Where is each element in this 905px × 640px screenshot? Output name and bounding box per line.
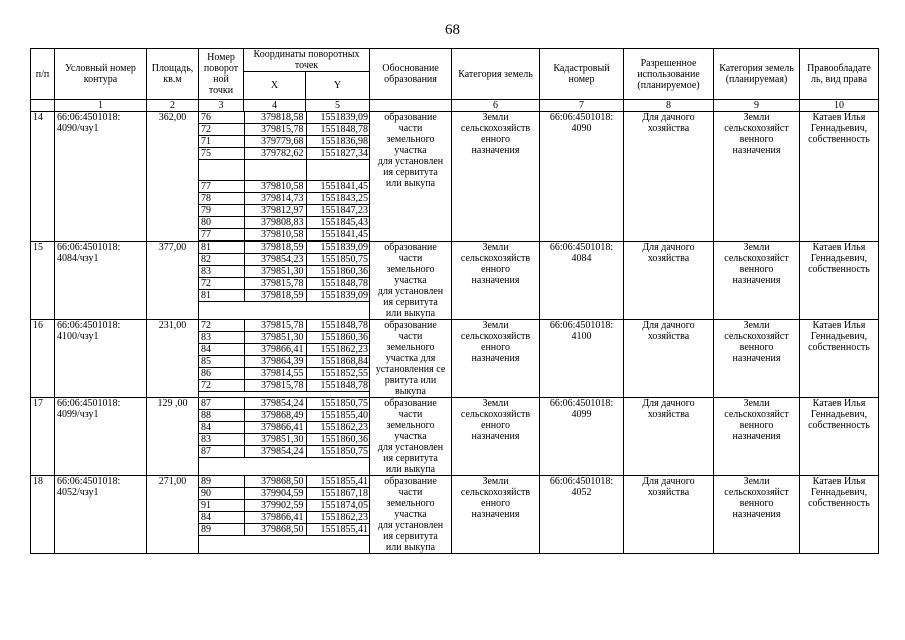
point-x: 379868,50 [244, 476, 306, 488]
point-row [199, 356, 370, 368]
point-x: 379818,58 [244, 112, 306, 124]
point-number: 90 [199, 488, 244, 500]
table-row [31, 112, 879, 242]
header-x: X [244, 72, 306, 100]
point-row [199, 476, 370, 488]
contour-number: 66:06:4501018: 4090/чзу1 [55, 112, 147, 242]
basis-text: образование части земельного участка для установлен ия сервитута или выкупа [370, 476, 452, 554]
contour-number: 66:06:4501018: 4099/чзу1 [55, 398, 147, 476]
point-x: 379818,59 [244, 242, 306, 254]
point-number: 87 [199, 446, 244, 458]
point-row [199, 193, 370, 205]
table-row [31, 476, 879, 554]
point-x: 379868,49 [244, 410, 306, 422]
point-number: 84 [199, 344, 244, 356]
header-owner: Правообладате ль, вид права [800, 49, 879, 100]
land-category: Земли сельскохозяйств енного назначения [452, 112, 540, 242]
row-number: 15 [31, 242, 55, 320]
point-y: 1551841,45 [306, 181, 370, 193]
land-category-planned: Земли сельскохозяйст венного назначения [714, 476, 800, 554]
coordinates-table [199, 112, 370, 241]
contour-number: 66:06:4501018: 4100/чзу1 [55, 320, 147, 398]
coordinates-table [199, 476, 370, 536]
point-row [199, 524, 370, 536]
point-x: 379815,78 [244, 124, 306, 136]
point-number: 72 [199, 320, 244, 332]
point-y: 1551855,40 [306, 410, 370, 422]
point-number: 82 [199, 254, 244, 266]
col-number [31, 100, 55, 112]
point-row [199, 398, 370, 410]
point-row [199, 124, 370, 136]
point-y: 1551848,78 [306, 320, 370, 332]
owner-right: Катаев Илья Геннадьевич, собственность [800, 476, 879, 554]
point-number: 77 [199, 181, 244, 193]
header-pp: п/п [31, 49, 55, 100]
header-basis: Обоснование образования [370, 49, 452, 100]
point-y: 1551868,84 [306, 356, 370, 368]
point-x: 379902,59 [244, 500, 306, 512]
header-use: Разрешенное использование (планируемое) [624, 49, 714, 100]
point-number: 83 [199, 332, 244, 344]
table-body [31, 100, 879, 554]
cadastral-number: 66:06:4501018: 4099 [540, 398, 624, 476]
coordinates-table [199, 242, 370, 302]
point-number: 77 [199, 229, 244, 241]
col-number: 2 [147, 100, 199, 112]
point-number: 71 [199, 136, 244, 148]
point-number: 88 [199, 410, 244, 422]
point-x: 379851,30 [244, 434, 306, 446]
point-x: 379815,78 [244, 380, 306, 392]
point-y: 1551862,23 [306, 512, 370, 524]
point-row [199, 434, 370, 446]
col-number: 8 [624, 100, 714, 112]
point-y: 1551843,25 [306, 193, 370, 205]
point-number: 80 [199, 217, 244, 229]
point-y: 1551855,41 [306, 524, 370, 536]
header-contour: Условный номер контура [55, 49, 147, 100]
cadastral-number: 66:06:4501018: 4084 [540, 242, 624, 320]
point-number: 72 [199, 380, 244, 392]
point-row [199, 410, 370, 422]
table-row [31, 320, 879, 398]
basis-text: образование части земельного участка для установлен ия сервитута или выкупа [370, 398, 452, 476]
point-row [199, 422, 370, 434]
header-category: Категория земель [452, 49, 540, 100]
point-number: 86 [199, 368, 244, 380]
point-x: 379854,24 [244, 446, 306, 458]
point-row [199, 181, 370, 193]
point-number: 78 [199, 193, 244, 205]
point-row [199, 160, 370, 181]
coordinates-cell [199, 476, 370, 554]
point-y: 1551850,75 [306, 254, 370, 266]
land-category-planned: Земли сельскохозяйст венного назначения [714, 112, 800, 242]
point-y: 1551848,78 [306, 278, 370, 290]
point-x: 379814,55 [244, 368, 306, 380]
point-y: 1551862,23 [306, 422, 370, 434]
coordinates-cell [199, 398, 370, 476]
point-y: 1551860,36 [306, 332, 370, 344]
point-row [199, 278, 370, 290]
point-row [199, 368, 370, 380]
land-category: Земли сельскохозяйств енного назначения [452, 242, 540, 320]
owner-right: Катаев Илья Геннадьевич, собственность [800, 320, 879, 398]
row-number: 14 [31, 112, 55, 242]
point-y: 1551860,36 [306, 434, 370, 446]
point-row [199, 344, 370, 356]
point-number: 83 [199, 266, 244, 278]
point-row [199, 112, 370, 124]
coordinates-cell [199, 112, 370, 242]
point-row [199, 332, 370, 344]
point-number: 89 [199, 524, 244, 536]
col-number: 4 [244, 100, 306, 112]
area-value: 129 ,00 [147, 398, 199, 476]
permitted-use: Для дачного хозяйства [624, 112, 714, 242]
point-x: 379904,59 [244, 488, 306, 500]
point-row [199, 320, 370, 332]
header-area: Площадь, кв.м [147, 49, 199, 100]
land-category-planned: Земли сельскохозяйст венного назначения [714, 320, 800, 398]
point-x: 379815,78 [244, 320, 306, 332]
point-y: 1551847,23 [306, 205, 370, 217]
point-x: 379812,97 [244, 205, 306, 217]
coordinates-table [199, 398, 370, 458]
point-number: 85 [199, 356, 244, 368]
point-x: 379866,41 [244, 512, 306, 524]
basis-text: образование части земельного участка для установлен ия сервитута или выкупа [370, 112, 452, 242]
cadastral-number: 66:06:4501018: 4090 [540, 112, 624, 242]
land-category-planned: Земли сельскохозяйст венного назначения [714, 242, 800, 320]
col-number: 6 [452, 100, 540, 112]
point-number: 72 [199, 278, 244, 290]
point-y [306, 160, 370, 181]
land-category-planned: Земли сельскохозяйст венного назначения [714, 398, 800, 476]
area-value: 377,00 [147, 242, 199, 320]
land-category: Земли сельскохозяйств енного назначения [452, 398, 540, 476]
point-x: 379854,23 [244, 254, 306, 266]
table-row [31, 242, 879, 320]
point-x: 379782,62 [244, 148, 306, 160]
point-y: 1551874,05 [306, 500, 370, 512]
point-number: 91 [199, 500, 244, 512]
point-row [199, 217, 370, 229]
point-row [199, 266, 370, 278]
point-number: 84 [199, 422, 244, 434]
point-number [199, 160, 244, 181]
coordinates-table [199, 320, 370, 392]
col-number: 3 [199, 100, 244, 112]
point-y: 1551855,41 [306, 476, 370, 488]
header-coords: Координаты поворотных точек [244, 49, 370, 72]
point-y: 1551845,43 [306, 217, 370, 229]
point-y: 1551860,36 [306, 266, 370, 278]
point-x: 379868,50 [244, 524, 306, 536]
owner-right: Катаев Илья Геннадьевич, собственность [800, 242, 879, 320]
point-row [199, 205, 370, 217]
coordinates-cell [199, 320, 370, 398]
permitted-use: Для дачного хозяйства [624, 242, 714, 320]
point-row [199, 380, 370, 392]
area-value: 362,00 [147, 112, 199, 242]
col-number: 10 [800, 100, 879, 112]
point-y: 1551848,78 [306, 124, 370, 136]
point-row [199, 488, 370, 500]
point-row [199, 512, 370, 524]
point-y: 1551852,55 [306, 368, 370, 380]
coordinates-cell [199, 242, 370, 320]
point-x: 379808,83 [244, 217, 306, 229]
point-x: 379815,78 [244, 278, 306, 290]
page-number: 68 [445, 22, 460, 38]
point-x [244, 160, 306, 181]
table-row [31, 398, 879, 476]
row-number: 16 [31, 320, 55, 398]
point-x: 379864,39 [244, 356, 306, 368]
point-x: 379851,30 [244, 266, 306, 278]
point-x: 379851,30 [244, 332, 306, 344]
point-x: 379818,59 [244, 290, 306, 302]
row-number: 17 [31, 398, 55, 476]
col-number: 1 [55, 100, 147, 112]
point-y: 1551839,09 [306, 112, 370, 124]
header-cadastral: Кадастровый номер [540, 49, 624, 100]
point-y: 1551850,75 [306, 398, 370, 410]
basis-text: образование части земельного участка для установления се рвитута или выкупа [370, 320, 452, 398]
point-y: 1551862,23 [306, 344, 370, 356]
point-number: 76 [199, 112, 244, 124]
point-number: 72 [199, 124, 244, 136]
cadastral-number: 66:06:4501018: 4052 [540, 476, 624, 554]
point-number: 81 [199, 242, 244, 254]
point-x: 379810,58 [244, 181, 306, 193]
col-number: 9 [714, 100, 800, 112]
header-category-planned: Категория земель (планируемая) [714, 49, 800, 100]
header-point: Номер поворот ной точки [199, 49, 244, 100]
point-number: 75 [199, 148, 244, 160]
point-y: 1551839,09 [306, 242, 370, 254]
area-value: 271,00 [147, 476, 199, 554]
point-x: 379810,58 [244, 229, 306, 241]
point-row [199, 136, 370, 148]
land-category: Земли сельскохозяйств енного назначения [452, 320, 540, 398]
point-x: 379854,24 [244, 398, 306, 410]
permitted-use: Для дачного хозяйства [624, 320, 714, 398]
area-value: 231,00 [147, 320, 199, 398]
point-x: 379866,41 [244, 344, 306, 356]
contour-number: 66:06:4501018: 4084/чзу1 [55, 242, 147, 320]
header-y: Y [306, 72, 370, 100]
point-number: 79 [199, 205, 244, 217]
point-number: 83 [199, 434, 244, 446]
contour-number: 66:06:4501018: 4052/чзу1 [55, 476, 147, 554]
point-number: 84 [199, 512, 244, 524]
point-x: 379779,68 [244, 136, 306, 148]
basis-text: образование части земельного участка для установлен ия сервитута или выкупа [370, 242, 452, 320]
point-x: 379814,73 [244, 193, 306, 205]
point-row [199, 148, 370, 160]
point-row [199, 290, 370, 302]
column-numbers-row [31, 100, 879, 112]
point-row [199, 500, 370, 512]
land-plots-table [30, 48, 879, 554]
point-y: 1551839,09 [306, 290, 370, 302]
point-x: 379866,41 [244, 422, 306, 434]
point-y: 1551827,34 [306, 148, 370, 160]
owner-right: Катаев Илья Геннадьевич, собственность [800, 398, 879, 476]
col-number [370, 100, 452, 112]
point-y: 1551841,45 [306, 229, 370, 241]
point-y: 1551850,75 [306, 446, 370, 458]
point-number: 87 [199, 398, 244, 410]
col-number: 5 [306, 100, 370, 112]
point-row [199, 446, 370, 458]
permitted-use: Для дачного хозяйства [624, 398, 714, 476]
cadastral-number: 66:06:4501018: 4100 [540, 320, 624, 398]
col-number: 7 [540, 100, 624, 112]
point-row [199, 242, 370, 254]
point-number: 89 [199, 476, 244, 488]
point-y: 1551867,18 [306, 488, 370, 500]
point-row [199, 254, 370, 266]
land-category: Земли сельскохозяйств енного назначения [452, 476, 540, 554]
point-y: 1551836,98 [306, 136, 370, 148]
point-row [199, 229, 370, 241]
row-number: 18 [31, 476, 55, 554]
point-number: 81 [199, 290, 244, 302]
point-y: 1551848,78 [306, 380, 370, 392]
owner-right: Катаев Илья Геннадьевич, собственность [800, 112, 879, 242]
permitted-use: Для дачного хозяйства [624, 476, 714, 554]
